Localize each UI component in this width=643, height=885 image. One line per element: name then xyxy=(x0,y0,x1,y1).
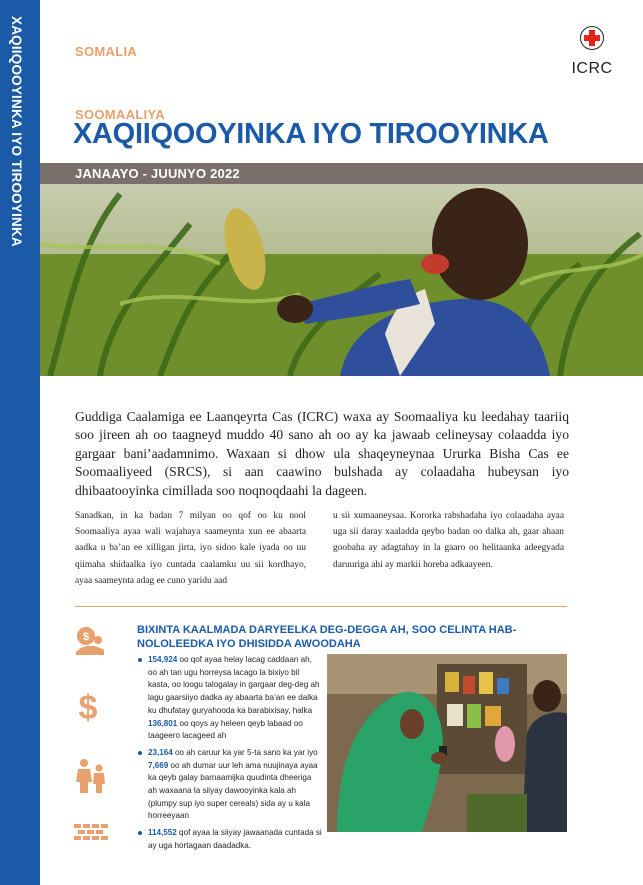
section-divider xyxy=(75,606,567,607)
body-column-right: u sii xumaaneysaa. Kororka rabshadaha iyo colaadaha ayaa uga sii daray xaaladda qeybo badan oo dalka ah, gaar ahaan goobaha ay adagtahay in la gaaro oo helitaanka adeegyada daruuriga ahi ay markii horeba adkaayeen. xyxy=(333,511,564,570)
sidebar xyxy=(0,0,40,885)
page-title: XAQIIQOOYINKA IYO TIROOYINKA xyxy=(73,118,549,150)
stat-text: oo qoys ay heleen qeyb labaad oo taageero lacageed ah xyxy=(148,718,303,741)
list-item xyxy=(137,747,322,823)
stat-text: qof ayaa la siiyay jawaanada cuntada si ay uga hortagaan daadadka. xyxy=(148,828,322,850)
stat-value: 136,801 xyxy=(148,718,178,728)
hero-photo xyxy=(40,184,643,376)
family-icon xyxy=(75,758,107,799)
stat-value: 23,164 xyxy=(148,747,173,757)
page-subtitle: SOOMAALIYA xyxy=(75,107,165,122)
svg-text:$: $ xyxy=(78,690,98,724)
date-range: JANAAYO - JUUNYO 2022 xyxy=(75,166,240,181)
market-photo-illustration xyxy=(327,654,567,832)
date-band xyxy=(40,163,643,184)
stat-value: 154,924 xyxy=(148,655,178,664)
stat-value: 114,552 xyxy=(148,828,177,838)
bullet-list xyxy=(137,654,322,857)
section-title: BIXINTA KAALMADA DARYEELKA DEG-DEGGA AH, SOO CELINTA HAB-NOLOLEEDKA IYO DHISIDDA AWOODAHA xyxy=(137,624,517,650)
list-item xyxy=(137,827,322,852)
bricks-icon xyxy=(74,824,108,845)
icrc-logo xyxy=(566,26,618,78)
country-label: SOMALIA xyxy=(75,44,138,59)
body-column-left: Sanadkan, in ka badan 7 milyan oo qof oo ku nool Soomaaliya ayaa wali wajahaya saameynta xun ee abaarta aadka u ba’an ee xilligan jirta, iyo sidoo kale iyada oo uu qiimaha shidaalka iyo cuntada caalamku uu sii kordhayo, ayaa saameynta adag ee cuno yaridu aad xyxy=(75,511,306,586)
stat-text: oo ah caruur ka yar 5-ta sano ka yar iyo xyxy=(172,747,318,757)
hero-photo-illustration xyxy=(40,184,643,376)
intro-paragraph: Guddiga Caalamiga ee Laanqeyrta Cas (ICRC) waxa ay Soomaaliya ku leedahay taariiq soo jireen ah oo taagneyd muddo 40 sano ah oo ay ka jawaab celineysay colaadda iyo gargaar bani’aadamnimo. Waxaan si dhow ula shaqeyneynaa Ururka Bisha Cas ee Soomaaliyeed (SRCS), si aan caawino bulshada ay colaadaha hubeysan iyo dhibaatooyinka cimillada soo noqnoqdaahi la dageen. xyxy=(75,409,569,498)
stat-text: oo qof ayaa helay lacag caddaan ah, oo ah tan ugu horreysa lacago la bixiyo bil kasta, oo loogu talogalay in gargaar deg-deg ah lagu gaarsiiyo dadka ay abaarta ba’an ee dalka ku dhufatay guryahooda ka barabixisay, halka xyxy=(148,655,320,715)
money-bag-icon xyxy=(74,626,106,661)
market-photo xyxy=(327,654,567,832)
red-cross-emblem-icon xyxy=(580,26,604,50)
sidebar-label: XAQIIQOOYINKA IYO TIROOYINKA xyxy=(9,16,24,247)
dollar-icon xyxy=(77,690,99,729)
list-item xyxy=(137,654,322,743)
stat-text: oo ah dumar uur leh ama nuujinaya ayaa ka qeyb galay barnaamijka quudinta dheeriga ah waxaana la siiyay dawooyinka kala ah (plumpy sup iyo super cereals) sida ay u kala horreeyaan xyxy=(148,760,318,821)
stat-value: 7,669 xyxy=(148,760,169,770)
logo-text: ICRC xyxy=(571,60,613,77)
svg-text:$: $ xyxy=(82,631,90,643)
